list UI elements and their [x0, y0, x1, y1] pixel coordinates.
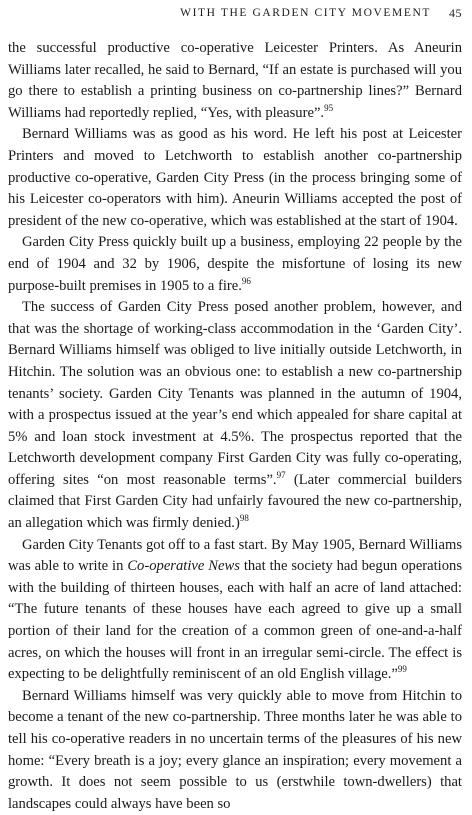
paragraph [8, 38, 462, 124]
paragraph-text: (Later commercial builders claimed that First Garden City had unfairly favoured the new co-partnership, an allegation which was firmly denied.) [8, 471, 463, 532]
paragraph-text: Garden City Press quickly built up a business, employing 22 people by the end of 1904 and 32 by 1906, despite the misfortune of losing its new purpose-built premises in 1905 to a fire. [8, 234, 462, 294]
paragraph [8, 297, 462, 535]
running-title: WITH THE GARDEN CITY MOVEMENT [180, 7, 431, 19]
paragraph [8, 686, 462, 815]
paragraph-text: The success of Garden City Press posed another problem, however, and that was the shortage of working-class accommodation in the ‘Garden City’. Bernard Williams himself was obliged to live initially outside Letchworth, in Hitchin. The solution was an obvious one: to establish a new co-partnership tenants’ society. Garden City Tenants was planned in the autumn of 1904, with a prospectus issued at the year’s end which appealed for share capital at 5% and loan stock investment at 4.5%. The prospectus reported that the Letchworth development company First Garden City was fully co-operating, offering sites “on most reasonable terms”. [8, 299, 462, 488]
running-head [8, 2, 462, 24]
page-number: 45 [449, 5, 462, 20]
footnote-ref: 99 [397, 664, 407, 675]
footnote-ref: 96 [241, 275, 251, 286]
paragraph [8, 124, 462, 232]
paragraph-text: the successful productive co-operative Leicester Printers. As Aneurin Williams later recalled, he said to Bernard, “If an estate is purchased will you go there to establish a printing business on co-partnership lines?” Bernard Williams had reportedly replied, “Yes, with pleasure”. [8, 40, 462, 121]
paragraph-text: Bernard Williams himself was very quickly able to move from Hitchin to become a tenant of the new co-partnership. Three months later he was able to tell his co-operative readers in no uncertain terms of the pleasures of his new home: “Every breath is a joy; every glance an inspiration; every movement a growth. It does not seem possible to us (erstwhile town-dwellers) that landscapes could always have been so [8, 687, 462, 812]
italic-title: Co-operative News [127, 558, 240, 575]
paragraph-text: Garden City Tenants got off to a fast start. By May 1905, Bernard Williams was able to write in [8, 536, 462, 575]
paragraph [8, 535, 462, 686]
paragraph-text: Bernard Williams was as good as his word. He left his post at Leicester Printers and moved to Letchworth to establish another co-partnership productive co-operative, Garden City Press (in the process bringing some of his Leicester co-operators with him). Aneurin Williams accepted the post of president of the new co-operative, which was established at the start of 1904. [8, 126, 462, 229]
footnote-ref: 97 [276, 470, 286, 481]
paragraph [8, 232, 462, 297]
paragraph-text: that the society had begun operations with the building of thirteen houses, each with half an acre of land attached: “The future tenants of these houses have each agreed to give up a small portion of their land for the creation of a common green of one-and-a-half acres, on which the houses will front in an irregular semi-circle. The effect is expecting to be delightfully reminiscent of an old English village.” [8, 558, 463, 683]
body-text [8, 38, 462, 815]
footnote-ref: 95 [324, 102, 334, 113]
footnote-ref: 98 [239, 513, 249, 524]
